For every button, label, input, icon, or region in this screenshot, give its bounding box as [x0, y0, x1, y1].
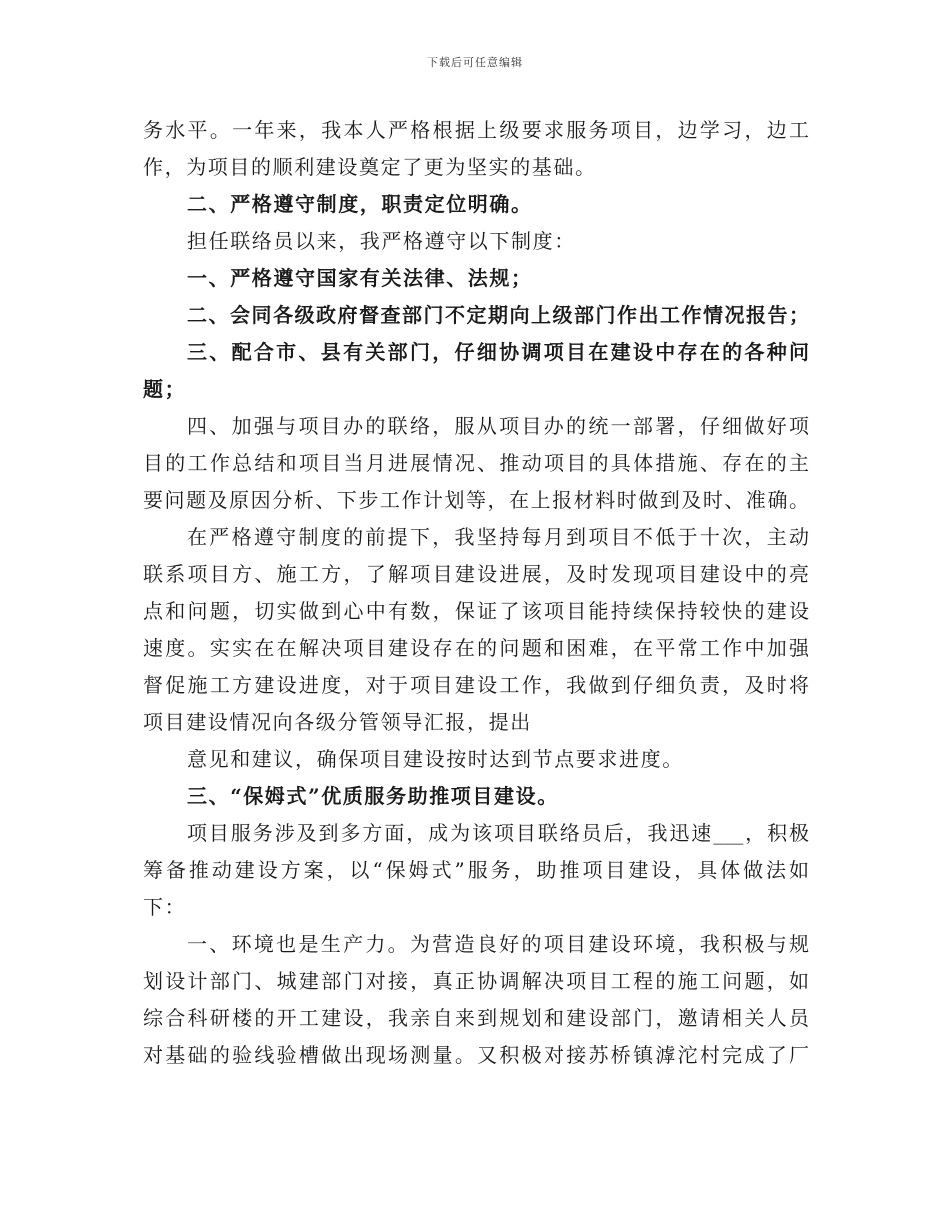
paragraph-line: 目的工作总结和项目当月进展情况、推动项目的具体措施、存在的主	[143, 451, 809, 475]
paragraph-line: 筹备推动建设方案，以“保姆式”服务，助推项目建设，具体做法如	[143, 858, 809, 882]
paragraph-line: 作，为项目的顺利建设奠定了更为坚实的基础。	[143, 155, 597, 179]
paragraph-line: 联系项目方、施工方，了解项目建设进展，及时发现项目建设中的亮	[143, 562, 809, 586]
heading-line: 题；	[143, 377, 187, 401]
paragraph-line: 担任联络员以来，我严格遵守以下制度：	[187, 229, 576, 253]
heading-line: 三、配合市、县有关部门，仔细协调项目在建设中存在的各种问	[187, 340, 809, 364]
page-header: 下载后可任意编辑	[427, 56, 523, 69]
paragraph-line: 速度。实实在在解决项目建设存在的问题和困难，在平常工作中加强	[143, 636, 809, 660]
paragraph-line: 督促施工方建设进度，对于项目建设工作，我做到仔细负责，及时将	[143, 673, 809, 697]
paragraph-line: 综合科研楼的开工建设，我亲自来到规划和建设部门，邀请相关人员	[143, 1006, 809, 1030]
paragraph-line: 项目建设情况向各级分管领导汇报，提出	[143, 710, 532, 734]
document-body	[143, 112, 809, 1074]
paragraph-line: 点和问题，切实做到心中有数，保证了该项目能持续保持较快的建设	[143, 599, 809, 623]
paragraph-line: 划设计部门、城建部门对接，真正协调解决项目工程的施工问题，如	[143, 969, 809, 993]
paragraph-line: 要问题及原因分析、下步工作计划等，在上报材料时做到及时、准确。	[143, 488, 809, 512]
heading-line: 一、严格遵守国家有关法律、法规；	[187, 266, 533, 290]
paragraph-line: 务水平。一年来，我本人严格根据上级要求服务项目，边学习，边工	[143, 118, 809, 142]
paragraph-line: 一、环境也是生产力。为营造良好的项目建设环境，我积极与规	[187, 932, 809, 956]
paragraph-line: 下：	[143, 895, 187, 919]
paragraph-line: 意见和建议，确保项目建设按时达到节点要求进度。	[187, 747, 684, 771]
paragraph-line: 对基础的验线验槽做出现场测量。又积极对接苏桥镇滹沱村完成了厂	[143, 1043, 809, 1067]
heading-line: 二、会同各级政府督查部门不定期向上级部门作出工作情况报告；	[187, 303, 809, 327]
paragraph-line: 在严格遵守制度的前提下，我坚持每月到项目不低于十次，主动	[187, 525, 809, 549]
paragraph-line: 四、加强与项目办的联络，服从项目办的统一部署，仔细做好项	[187, 414, 809, 438]
heading-line: 三、“保姆式”优质服务助推项目建设。	[187, 784, 559, 808]
paragraph-line: 项目服务涉及到多方面，成为该项目联络员后，我迅速___，积极	[187, 821, 809, 845]
heading-line: 二、严格遵守制度，职责定位明确。	[187, 192, 533, 216]
